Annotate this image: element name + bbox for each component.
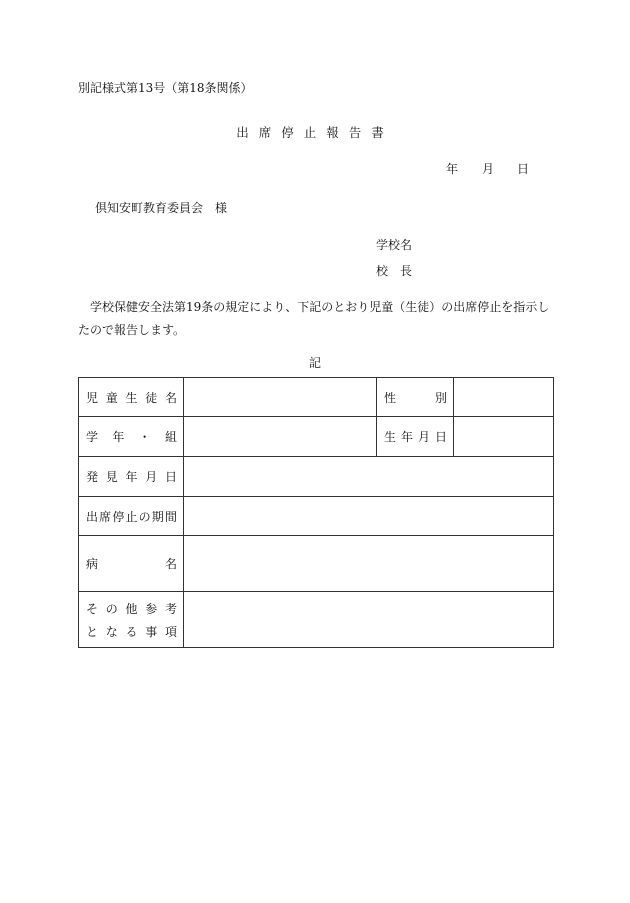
- date-month-label: 月: [482, 162, 495, 176]
- grade-class-field[interactable]: [184, 417, 377, 457]
- table-row: [79, 592, 554, 648]
- document-title: 出席停止報告書: [236, 125, 394, 140]
- table-row: [79, 497, 554, 536]
- other-notes-label-line1: そ の 他 参 考: [86, 601, 177, 616]
- suspension-period-field[interactable]: [184, 497, 554, 536]
- principal-label: 校 長: [376, 264, 413, 278]
- birth-date-label: 生 年 月 日: [384, 430, 447, 444]
- discovery-date-label-cell: [79, 457, 184, 497]
- other-notes-label-line2: と な る 事 項: [86, 624, 177, 639]
- student-name-label: 児 童 生 徒 名: [86, 390, 177, 405]
- grade-class-label-cell: [79, 417, 184, 457]
- illness-name-field[interactable]: [184, 536, 554, 592]
- gender-label: 性 別: [384, 390, 447, 405]
- birth-date-field[interactable]: [454, 417, 554, 457]
- discovery-date-field[interactable]: [184, 457, 554, 497]
- report-table: [78, 377, 554, 648]
- grade-class-label: 学 年 ・ 組: [86, 430, 177, 444]
- other-notes-label-cell: [79, 592, 184, 648]
- table-row: [79, 417, 554, 457]
- date-day-label: 日: [517, 162, 530, 176]
- suspension-period-label-cell: [79, 497, 184, 536]
- ki-heading: 記: [308, 356, 321, 370]
- student-name-field[interactable]: [184, 378, 377, 417]
- table-row: [79, 536, 554, 592]
- birth-date-label-cell: [377, 417, 454, 457]
- student-name-label-cell: [79, 378, 184, 417]
- form-number: 別記様式第13号（第18条関係）: [78, 81, 253, 95]
- date-year-label: 年: [446, 162, 459, 176]
- illness-name-label: 病 名: [86, 557, 177, 571]
- table-row: [79, 457, 554, 497]
- gender-label-cell: [377, 378, 454, 417]
- table-row: [79, 378, 554, 417]
- suspension-period-label: 出 席 停 止 の 期 間: [86, 509, 177, 524]
- other-notes-field[interactable]: [184, 592, 554, 648]
- illness-name-label-cell: [79, 536, 184, 592]
- discovery-date-label: 発 見 年 月 日: [86, 470, 177, 484]
- gender-field[interactable]: [454, 378, 554, 417]
- school-name-label: 学校名: [376, 238, 413, 252]
- body-text: 学校保健安全法第19条の規定により、下記のとおり児童（生徒）の出席停止を指示したので報告します。: [78, 300, 550, 337]
- addressee: 倶知安町教育委員会 様: [95, 201, 228, 215]
